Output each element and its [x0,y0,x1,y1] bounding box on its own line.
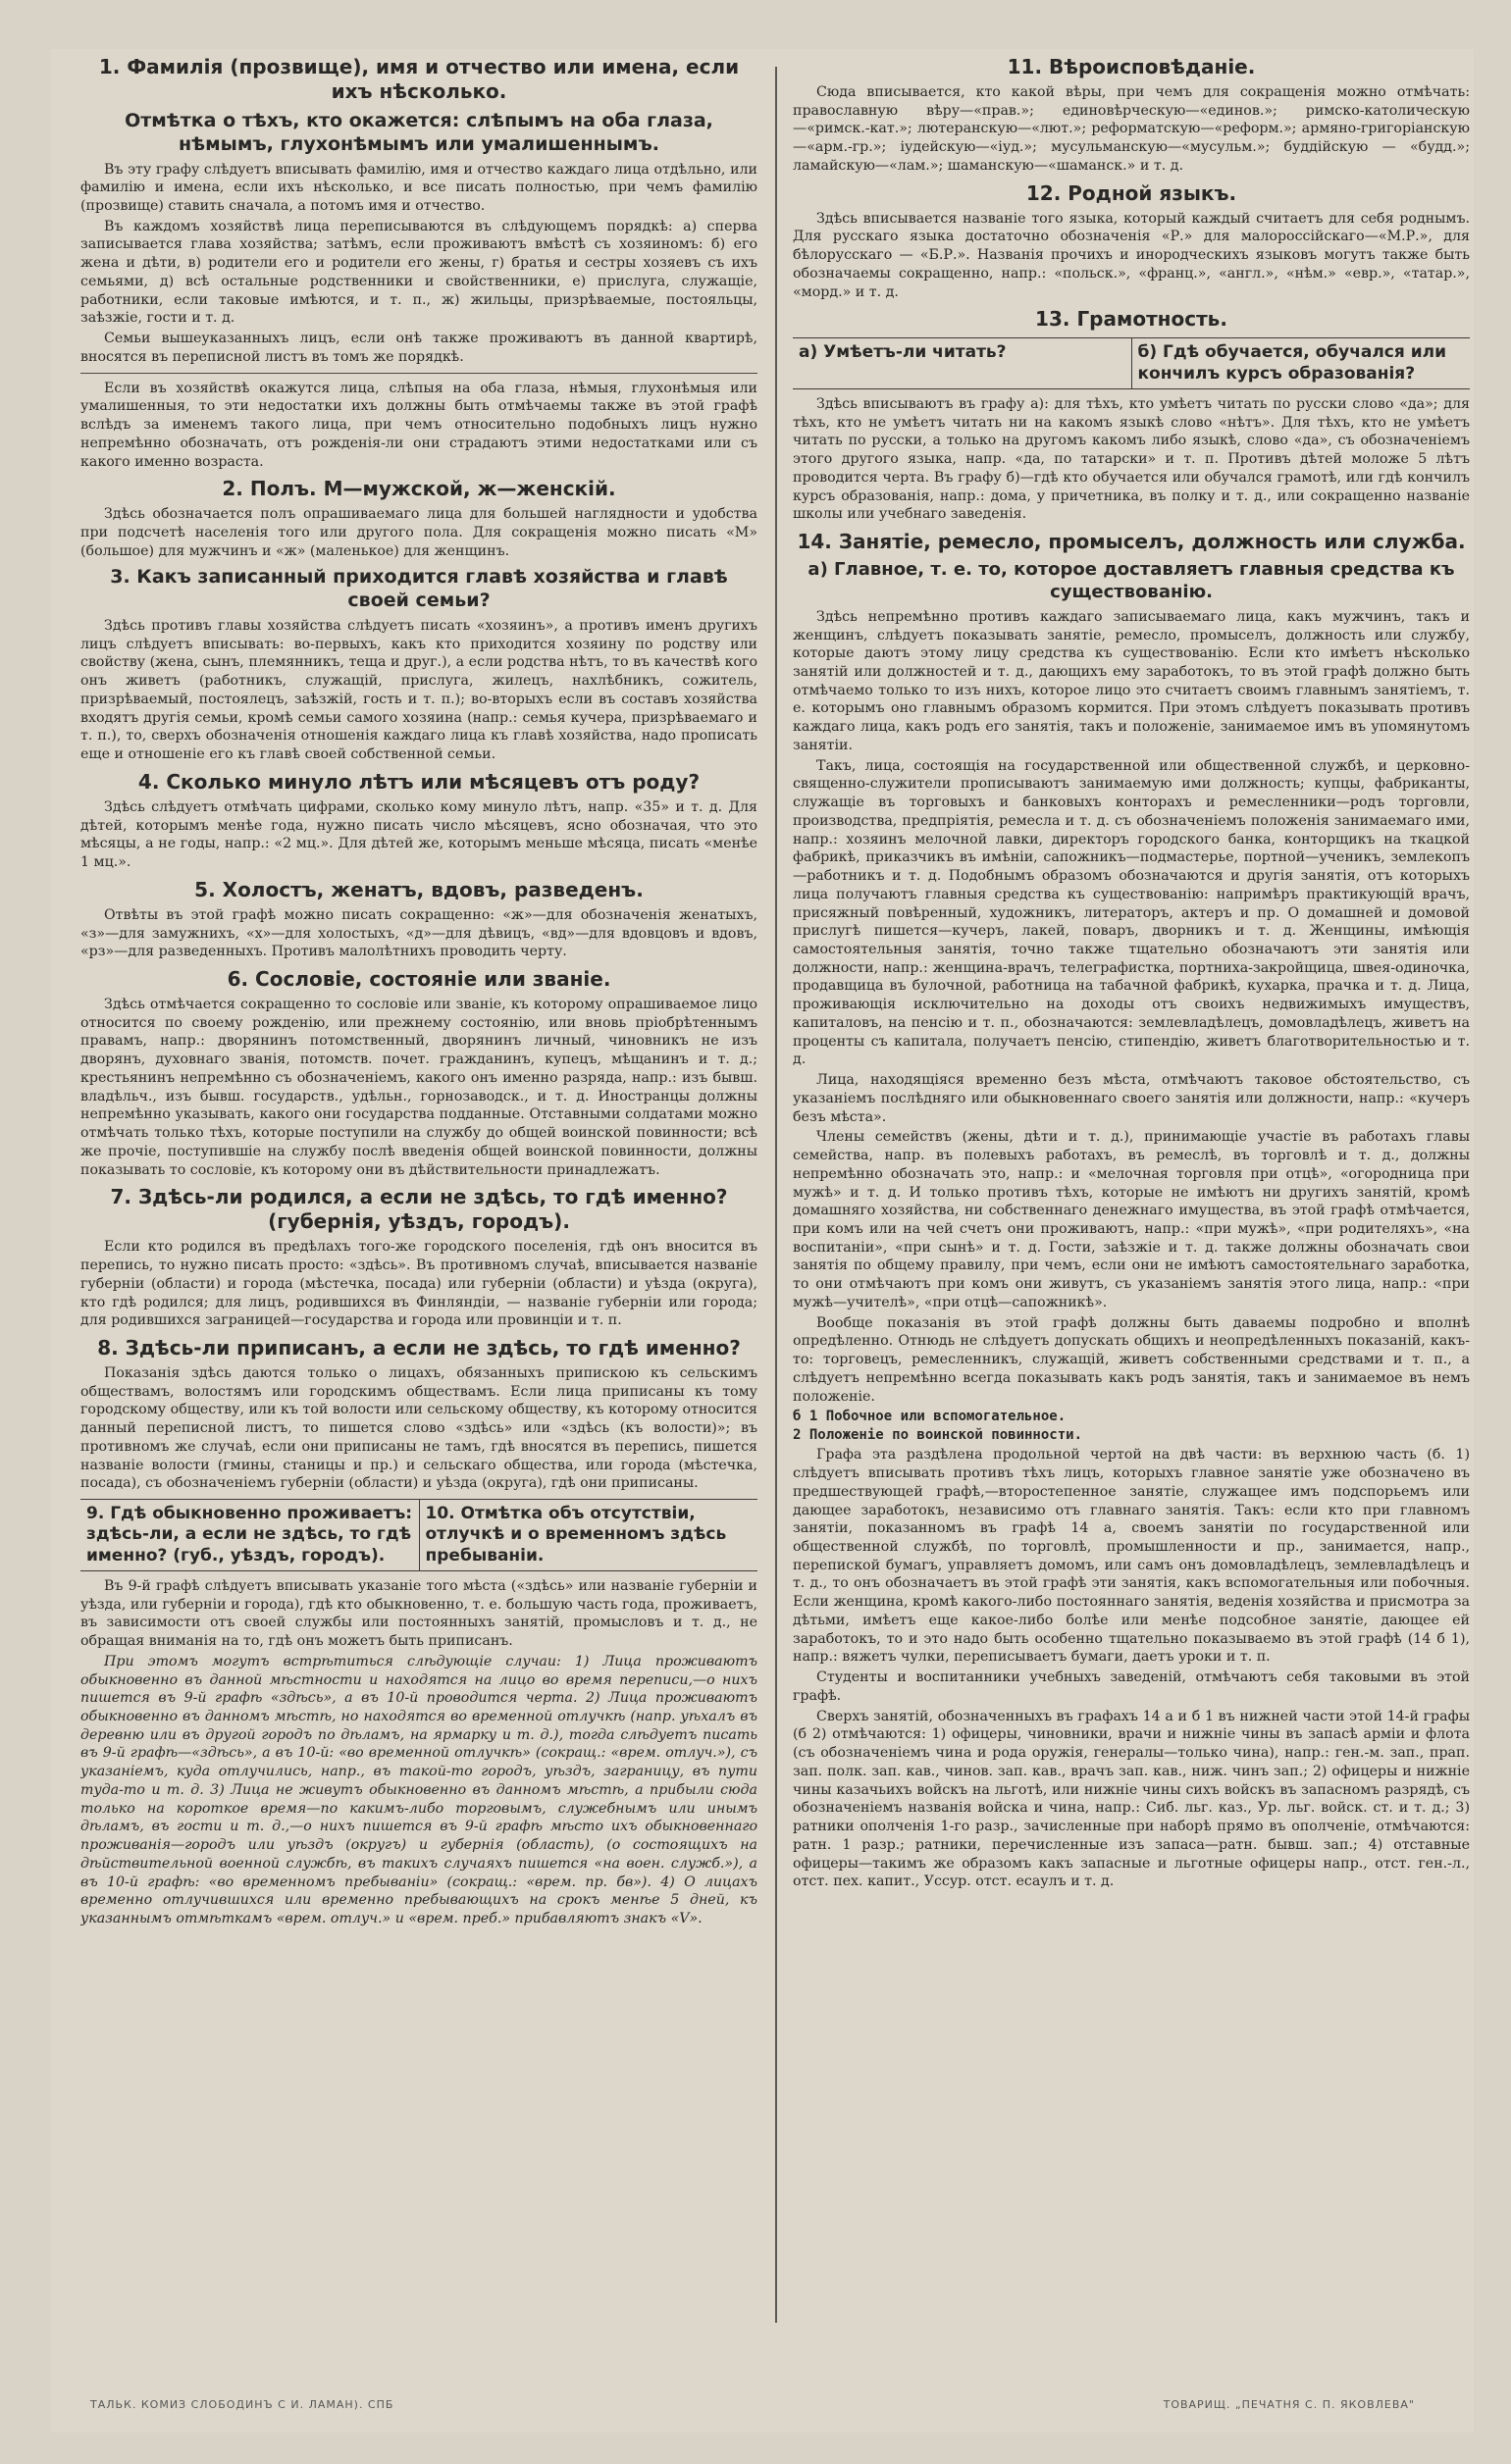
paragraph: Лица, находящіяся временно безъ мѣста, отмѣчаютъ таковое обстоятельство, съ указаніемъ послѣдняго или обыкновеннаго своего занятія или должности, напр.: «кучеръ безъ мѣста». [793,1072,1470,1125]
section-4-title: 4. Сколько минуло лѣтъ или мѣсяцевъ отъ роду? [137,769,701,794]
paragraph: Если кто родился въ предѣлахъ того-же городского поселенія, гдѣ онъ вносится въ перепись, то нужно писать просто: «здѣсь». Въ противномъ случаѣ, вписывается названіе губерніи (области) и города (мѣстечка, посада) или губерніи (области) и уѣзда (округа), кто гдѣ родился; для лицъ, родившихся въ Финляндіи, — названіе губерніи или города; для родившихся заграницей—государства и города или провинціи и т. п. [80,1239,757,1329]
paragraph: Здѣсь отмѣчается сокращенно то сословіе или званіе, къ которому опрашиваемое лицо относится по своему рожденію, или прежнему состоянію, или вновь пріобрѣтеннымъ правамъ, напр.: дворянинъ потомственный, дворянинъ личный, чиновникъ не изъ дворянъ, духовнаго званія, потомств. почет. гражданинъ, купецъ, мѣщанинъ и т. д.; крестьянинъ непремѣнно съ обозначеніемъ, какого онъ именно разряда, напр.: изъ бывш. владѣльч., изъ бывш. государств., удѣльн., горнозаводск., и т. д. Иностранцы должны непремѣнно указывать, какого они государства подданные. Отставными солдатами можно отмѣчать только тѣхъ, которые поступили на службу до общей воинской повинности; всѣ же прочіе, поступившіе на службу послѣ введенія общей воинской повинности, должны показывать то сословіе, къ которому они въ дѣйствительности принадлежатъ. [80,996,757,1178]
section-13-b: б) Гдѣ обучается, обучался или кончилъ курсъ образованія? [1131,338,1471,388]
paragraph: Студенты и воспитанники учебныхъ заведеній, отмѣчаютъ себя таковыми въ этой графѣ. [793,1669,1470,1704]
section-14-subtitle: а) Главное, т. е. то, которое доставляетъ главныя средства къ существованію. [808,558,1455,603]
paragraph: Здѣсь непремѣнно противъ каждаго записываемаго лица, какъ мужчинъ, такъ и женщинъ, слѣдуетъ показывать занятіе, ремесло, промыселъ, должность или службу, которые даютъ этому лицу средства къ существованію. Если кто имѣетъ нѣсколько занятій или должностей и т. д., дающихъ ему заработокъ, то въ этой графѣ должно быть отмѣчаемо только то изъ нихъ, которое лицо это считаетъ своимъ главнымъ занятіемъ, т. е. которымъ оно главнымъ образомъ кормится. При этомъ слѣдуетъ показывать противъ каждаго лица, какъ родъ его занятія, такъ и положеніе, занимаемое имъ въ упомянутомъ занятіи. [793,608,1470,753]
paragraph: Сюда вписывается, кто какой вѣры, при чемъ для сокращенія можно отмѣчать: православную вѣру—«прав.»; единовѣрческую—«единов.»; римско-католическую—«римск.-кат.»; лютеранскую—«лют.»; реформатскую—«реформ.»; армяно-григоріанскую—«арм.-гр.»; іудейскую—«іуд.»; мусульманскую—«мусульм.»; буддійскую — «будд.»; ламайскую—«лам.»; шаманскую—«шаманск.» и т. д. [793,84,1470,174]
section-9-title: 9. Гдѣ обыкновенно проживаетъ: здѣсь-ли, а если не здѣсь, то гдѣ именно? (губ., уѣздъ, городъ). [86,1504,413,1566]
paragraph: Члены семействъ (жены, дѣти и т. д.), принимающіе участіе въ работахъ главы семейства, напр. въ полевыхъ работахъ, въ ремеслѣ, въ торговлѣ и т. д., должны непремѣнно обозначать это, напр.: и «мелочная торговля при отцѣ», «огородница при мужѣ» и т. д. И только противъ тѣхъ, которые не имѣютъ ни другихъ занятій, кромѣ домашняго хозяйства, ни собственнаго денежнаго имущества, въ этой графѣ отмѣчается, при комъ или на чей счетъ они проживаютъ, напр.: «при мужѣ», «при родителяхъ», «на воспитаніи», «при сынѣ» и т. д. Гости, заѣзжіе и т. д. также должны обозначать свои занятія по общему правилу, при чемъ, если они не имѣютъ самостоятельнаго заработка, то они отмѣчаютъ при комъ они живутъ, съ указаніемъ занятія этого лица, напр.: «при мужѣ—учителѣ», «при отцѣ—сапожникѣ». [793,1129,1470,1310]
paragraph: Семьи вышеуказанныхъ лицъ, если онѣ также проживаютъ въ данной квартирѣ, вносятся въ переписной листъ въ томъ же порядкѣ. [80,331,757,365]
right-column [793,49,1470,1893]
paragraph: Сверхъ занятій, обозначенныхъ въ графахъ 14 а и б 1 въ нижней части этой 14-й графы (б 2) отмѣчаются: 1) офицеры, чиновники, врачи и нижніе чины въ запасѣ арміи и флота (съ обозначеніемъ чина и рода оружія, генералы—только чина), напр.: ген.-м. зап., прап. зап. полк. зап. кав., чинов. зап. кав., врачъ зап. кав., ниж. чинъ зап.; 2) офицеры и нижніе чины казачьихъ войскъ на льготѣ, или нижніе чины сихъ войскъ въ запасномъ разрядѣ, съ обозначеніемъ названія войска и чина, напр.: Сиб. льг. каз., Ур. льг. войск. ст. и т. д.; 3) ратники ополченія 1-го разр., зачисленные при наборѣ прямо въ ополченіе, отмѣчаются: ратн. 1 разр.; ратники, перечисленные изъ запаса—ратн. бывш. зап.; 4) отставные офицеры—такимъ же образомъ какъ запасные и льготные офицеры напр., отст. ген.-л., отст. пех. капит., Уссур. отст. есаулъ и т. д. [793,1708,1470,1890]
section-8-title: 8. Здѣсь-ли приписанъ, а если не здѣсь, то гдѣ именно? [97,1335,741,1360]
section-6-title: 6. Сословіе, состояніе или званіе. [227,966,611,991]
paragraph: Въ каждомъ хозяйствѣ лица переписываются въ слѣдующемъ порядкѣ: а) сперва записывается глава хозяйства; затѣмъ, если проживаютъ вмѣстѣ съ хозяиномъ: б) его жена и дѣти, в) родители его и родители его жены, г) братья и сестры хозяевъ съ ихъ семьями, д) всѣ остальные родственники и свойственники, е) прислуга, служащіе, работники, если таковые имѣются, и т. п., ж) жильцы, призрѣваемые, постояльцы, заѣзжіе, гости и т. д. [80,218,757,327]
paragraph: Здѣсь слѣдуетъ отмѣчать цифрами, сколько кому минуло лѣтъ, напр. «35» и т. д. Для дѣтей, которымъ менѣе года, нужно писать число мѣсяцевъ, ясно обозначая, что это мѣсяцы, а не годы, напр.: «2 мц.». Для дѣтей же, которымъ меньше мѣсяца, писать «менѣе 1 мц.». [80,798,757,871]
section-13-subheader [793,337,1470,389]
section-14-b2: 2 Положеніе по воинской повинности. [793,1427,1083,1444]
printer-imprint-right: ТОВАРИЩ. „ПЕЧАТНЯ С. П. ЯКОВЛЕВА" [1163,2398,1415,2411]
section-10-title: 10. Отмѣтка объ отсутствіи, отлучкѣ и о временномъ здѣсь пребываніи. [419,1500,758,1570]
section-1-title: 1. Фамилія (прозвище), имя и отчество или имена, если ихъ нѣсколько. [98,55,740,103]
paragraph: Здѣсь противъ главы хозяйства слѣдуетъ писать «хозяинъ», а противъ именъ другихъ лицъ слѣдуетъ вписывать: во-первыхъ, какъ кто приходится хозяину по родству или свойству (жена, сынъ, племянникъ, теща и друг.), а если родства нѣтъ, то въ качествѣ кого онъ живетъ (работникъ, служащій, прислуга, жилецъ, нахлѣбникъ, сожитель, призрѣваемый, постоялецъ, заѣзжій, гость и т. п.); во-вторыхъ если въ составъ хозяйства входятъ другія семьи, кромѣ семьи самого хозяина (напр.: семья кучера, призрѣваемаго и т. п.), то, сверхъ обозначенія отношенія каждаго лица къ главѣ хозяйства, надо прописать еще и отношеніе его къ главѣ своей собственной семьи. [80,617,757,763]
paragraph: Если въ хозяйствѣ окажутся лица, слѣпыя на оба глаза, нѣмыя, глухонѣмыя или умалишенныя, то эти недостатки ихъ должны быть отмѣчаемы также въ этой графѣ вслѣдъ за именемъ такого лица, при чемъ относительно подобныхъ лицъ нужно непремѣнно обозначать, отъ рожденія-ли они страдаютъ этими недостатками или съ какого именно возраста. [80,380,757,470]
section-1-subtitle: Отмѣтка о тѣхъ, кто окажется: слѣпымъ на оба глаза, нѣмымъ, глухонѣмымъ или умалишеннымъ. [125,110,713,155]
paragraph: Показанія здѣсь даются только о лицахъ, обязанныхъ припискою къ сельскимъ обществамъ, волостямъ или городскимъ обществамъ. Если лица приписаны къ тому городскому обществу, или къ той волости или сельскому обществу, къ которому относится данный переписной листъ, то пишется слово «здѣсь» или «здѣсь (къ волости)»; въ противномъ же случаѣ, если они приписаны не тамъ, гдѣ вносятся въ перепись, пишется названіе волости (гмины, станицы и пр.) и сельскаго общества, или города (мѣстечка, посада), съ обозначеніемъ губерніи (области) и уѣзда (округа), гдѣ они приписаны. [80,1364,757,1492]
left-column [80,49,757,1930]
paragraph: Въ 9-й графѣ слѣдуетъ вписывать указаніе того мѣста («здѣсь» или названіе губерніи и уѣзда, или губерніи и города), гдѣ кто обыкновенно, т. е. большую часть года, проживаетъ, въ зависимости отъ своей службы или постоянныхъ занятій, промысловъ и т. д., не обращая вниманія на то, гдѣ онъ можетъ быть приписанъ. [80,1577,757,1650]
section-13-title: 13. Грамотность. [1035,307,1227,332]
divider [80,373,757,374]
section-7-title: 7. Здѣсь-ли родился, а если не здѣсь, то гдѣ именно? (губернія, уѣздъ, городъ). [110,1185,728,1234]
paragraph: При этомъ могутъ встрѣтиться слѣдующіе случаи: 1) Лица проживаютъ обыкновенно въ данной мѣстности и находятся на лицо во время переписи,—о нихъ пишется въ 9-й графѣ «здѣсь», а въ 10-й проводится черта. 2) Лица проживаютъ обыкновенно въ данномъ мѣстѣ, но находятся во временной отлучкѣ (напр. уѣхалъ въ деревню или въ другой городъ по дѣламъ, на ярмарку и т. д.), тогда слѣдуетъ писать въ 9-й графѣ—«здѣсь», а въ 10-й: «во временной отлучкѣ» (сокращ.: «врем. отлуч.»), съ указаніемъ, куда отлучились, напр., въ такой-то городъ, уѣздъ, заграницу, въ пути туда-то и т. д. 3) Лица не живутъ обыкновенно въ данномъ мѣстѣ, а прибыли сюда только на короткое время—по какимъ-либо торговымъ, служебнымъ или инымъ дѣламъ, въ гости и т. д.,—о нихъ пишется въ 9-й графѣ мѣсто ихъ обыкновеннаго проживанія—городъ или уѣздъ (округъ) и губернія (область), (о состоящихъ на дѣйствительной военной службѣ, въ такихъ случаяхъ пишется «на воен. служб.»), а въ 10-й графѣ: «во временномъ пребываніи» (сокращ.: «врем. пр. бв»). 4) О лицахъ временно отлучившихся или временно пребывающихъ на срокъ менѣе 5 дней, къ указаннымъ отмѣткамъ «врем. отлуч.» и «врем. преб.» прибавляютъ знакъ «V». [80,1653,757,1927]
printer-imprint-left: ТАЛЬК. КОМИЗ СЛОБОДИНЪ С И. ЛАМАН). СПБ [90,2398,394,2411]
section-14-b1: б 1 Побочное или вспомогательное. [793,1409,1067,1425]
paragraph: Отвѣты въ этой графѣ можно писать сокращенно: «ж»—для обозначенія женатыхъ, «з»—для замужнихъ, «х»—для холостыхъ, «д»—для дѣвицъ, «вд»—для вдовцовъ и вдовъ, «рз»—для разведенныхъ. Противъ малолѣтнихъ проводить черту. [80,906,757,960]
section-5-title: 5. Холостъ, женатъ, вдовъ, разведенъ. [194,877,644,901]
section-14-title: 14. Занятіе, ремесло, промыселъ, должность или служба. [797,529,1466,553]
section-2-title: 2. Полъ. М—мужской, ж—женскій. [222,477,616,501]
paragraph: Здѣсь вписывается названіе того языка, который каждый считаетъ для себя роднымъ. Для русскаго языка достаточно обозначенія «Р.» для малороссійскаго—«М.Р.», для бѣлорусскаго — «Б.Р.». Названія прочихъ и инородческихъ языковъ могутъ также быть обозначаемы сокращенно, напр.: «польск.», «франц.», «англ.», «нѣм.» «евр.», «татар.», «морд.» и т. д. [793,210,1470,300]
paragraph: Въ эту графу слѣдуетъ вписывать фамилію, имя и отчество каждаго лица отдѣльно, или фамилію и имена, если ихъ нѣсколько, и все писать полностью, при чемъ фамилію (прозвище) ставить сначала, а потомъ имя и отчество. [80,161,757,214]
section-3-title: 3. Какъ записанный приходится главѣ хозяйства и главѣ своей семьи? [110,566,728,612]
section-13-a: а) Умѣетъ-ли читать? [799,342,1007,363]
paragraph: Здѣсь вписываютъ въ графу а): для тѣхъ, кто умѣетъ читать по русски слово «да»; для тѣхъ, кто не умѣетъ читать ни на какомъ языкѣ слово «нѣтъ». Для тѣхъ, кто не умѣетъ читать по русски, а только на другомъ какомъ либо языкѣ, слово «да», съ обозначеніемъ этого другого языка, напр. «да, по татарски» и т. п. Противъ дѣтей моложе 5 лѣтъ проводится черта. Въ графу б)—гдѣ кто обучается или обучался грамотѣ, или гдѣ кончилъ курсъ образованія, напр.: дома, у причетника, въ полку и т. д., или сокращенно названіе школы или учебнаго заведенія. [793,395,1470,523]
section-12-title: 12. Родной языкъ. [1025,180,1237,205]
paragraph: Графа эта раздѣлена продольной чертой на двѣ части: въ верхнюю часть (б. 1) слѣдуетъ вписывать противъ тѣхъ лицъ, которыхъ главное занятіе уже обозначено въ предшествующей графѣ,—второстепенное занятіе, служащее имъ подспорьемъ или дающее заработокъ, независимо отъ главнаго занятія. Такъ: если кто при главномъ занятіи, показанномъ въ графѣ 14 а, своемъ занятіи по государственной или общественной службѣ, по торговлѣ, промышленности и пр., занимается, напр., перепиской бумагъ, управляетъ домомъ, или самъ онъ домовладѣлецъ, землевладѣлецъ и т. д., то онъ обозначаетъ въ этой графѣ эти занятія, какъ вспомогательныя или побочныя. Если женщина, кромѣ какого-либо постояннаго занятія, веденія хозяйства и присмотра за дѣтьми, имѣетъ еще какое-либо болѣе или менѣе подсобное занятіе, дающее ей заработокъ, то и это надо быть особенно тщательно показываемо въ этой графѣ (14 б 1), напр.: вяжетъ чулки, переписываетъ бумаги, даетъ уроки и т. п. [793,1447,1470,1666]
paragraph: Вообще показанія въ этой графѣ должны быть даваемы подробно и вполнѣ опредѣленно. Отнюдь не слѣдуетъ допускать общихъ и неопредѣленныхъ показаній, какъ-то: торговецъ, ремесленникъ, служащій, живетъ собственными средствами и т. п., а слѣдуетъ непремѣнно всегда показывать какъ родъ занятія, такъ и занимаемое въ немъ положеніе. [793,1314,1470,1405]
paragraph: Здѣсь обозначается полъ опрашиваемаго лица для большей наглядности и удобства при подсчетѣ населенія того или другого пола. Для сокращенія можно писать «М» (большое) для мужчинъ и «ж» (маленькое) для женщинъ. [80,506,757,559]
section-9-10-header [80,1499,757,1571]
column-divider [775,67,777,2323]
paragraph: Такъ, лица, состоящія на государственной или общественной службѣ, и церковно-священно-служители прописываютъ занимаемую ими должность; купцы, фабриканты, служащіе въ торговыхъ и банковыхъ конторахъ и ремесленники—родъ торговли, производства, предпріятія, ремесла и т. д. съ обозначеніемъ положенія занимаемаго ими, напр.: хозяинъ мелочной лавки, директоръ городского банка, конторщикъ на ткацкой фабрикѣ, приказчикъ въ имѣніи, сапожникъ—подмастерье, портной—ученикъ, землекопъ—работникъ и т. д. Подобнымъ образомъ обозначаются и другія занятія, отъ которыхъ лица получаютъ главныя средства къ существованію: напримѣръ практикующій врачъ, присяжный повѣренный, художникъ, литераторъ, актеръ и пр. О домашней и домовой прислугѣ пишется—кучеръ, лакей, поваръ, дворникъ и т. д. Женщины, имѣющія самостоятельныя занятія, точно также тщательно обозначаютъ эти занятія или должности, напр.: женщина-врачъ, телеграфистка, портниха-закройщица, швея-одиночка, продавщица въ булочной, работница на табачной фабрикѣ, кухарка, прачка и т. д. Лица, проживающія исключительно на доходы отъ своихъ недвижимыхъ имуществъ, капиталовъ, на пенсію и т. п., обозначаются: землевладѣлецъ, домовладѣлецъ, живетъ на проценты съ капитала, получаетъ пенсію, стипендію, живетъ благотворительностью и т. д. [793,757,1470,1068]
census-form-sheet [51,49,1474,2433]
section-11-title: 11. Вѣроисповѣданіе. [1007,55,1256,78]
